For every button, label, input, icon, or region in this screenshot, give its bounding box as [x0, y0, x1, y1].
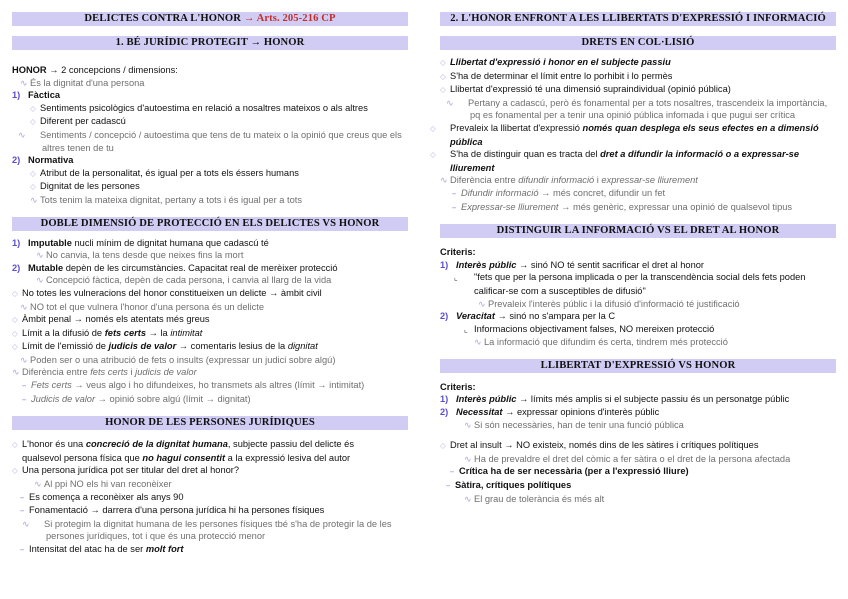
tilde-bullet-icon: ∿	[36, 250, 44, 261]
text-line: ◇ Sentiments psicològics d'autoestima en relació a nosaltres mateixos o als altres	[12, 102, 408, 116]
text-line: ◇ Límit a la difusió de fets certs → la intimitat	[12, 327, 408, 341]
numbered-item: 1) Interès públic → sinó NO té sentit sacrificar el dret al honor	[440, 259, 705, 270]
tilde-bullet-icon: ∿	[474, 337, 482, 348]
text-line: ◇ L'honor és una concreció de la dignitat humana, subjecte passiu del delicte és	[12, 438, 408, 452]
diamond-bullet-icon: ◇	[30, 182, 36, 192]
section-title-doble-dimensio: DOBLE DIMENSIÓ DE PROTECCIÓ EN ELS DELICTES VS HONOR	[12, 217, 408, 231]
text-line: ◇ Llibertat d'expressió i honor en el subjecte passiu	[440, 56, 836, 70]
title-arrow: →	[243, 13, 255, 24]
text-line: ∿ Poden ser o una atribució de fets o insults (expressar un judici sobre algú)	[20, 354, 336, 365]
tilde-bullet-icon: ∿	[446, 97, 454, 108]
corner-arrow-icon: ⌞	[464, 324, 468, 334]
text-line: ∿ Prevaleix l'interès públic i la difusió d'informació té justificació	[478, 298, 740, 309]
dash-bullet-icon: –	[20, 545, 25, 554]
text-line: ∿ No canvia, la tens desde que neixes fins la mort	[36, 250, 244, 261]
numbered-item: 2) Veracitat → sinó no s'ampara per la C	[440, 311, 616, 322]
tilde-bullet-icon: ∿	[20, 301, 28, 312]
title-articles-ref: Arts. 205-216 CP	[256, 13, 336, 24]
diamond-bullet-icon: ◇	[12, 328, 18, 338]
criteria-label: Criteris:	[440, 381, 476, 392]
text-line: ◇ Llibertat d'expressió té una dimensió supraindividual (opinió pública)	[440, 83, 836, 97]
diamond-bullet-icon: ◇	[440, 441, 446, 451]
tilde-bullet-icon: ∿	[20, 354, 28, 365]
text-line: – Sàtira, crítiques polítiques	[440, 479, 836, 493]
tilde-bullet-icon: ∿	[464, 453, 472, 464]
numbered-item: 2) Necessitat → expressar opinions d'interès públic	[440, 407, 660, 418]
diamond-bullet-icon: ◇	[30, 168, 36, 178]
text-line: ◇ Prevaleix la llibertat d'expressió només quan desplega els seus efectes en a dimensió pública	[430, 122, 819, 147]
text-line: ◇ S'ha de distinguir quan es tracta del dret a difundir la informació o a expressar-se lliurement	[430, 149, 800, 173]
text-line: ∿ Diferència entre difundir informació i expressar-se lliurement	[440, 175, 698, 186]
text-line: ◇ S'ha de determinar el límit entre lo porhibit i lo permès	[440, 70, 836, 84]
text-line: ⌞ "fets que per la persona implicada o per la transcendència social dels fets poden calificar-se com a susceptibles de difusió"	[454, 272, 806, 296]
numbered-item: 2) Mutable depèn de les circumstàncies. Capacitat real de merèixer protecció	[12, 262, 338, 273]
left-column	[12, 12, 408, 557]
tilde-bullet-icon: ∿	[22, 518, 30, 529]
text-line: ◇ Àmbit penal → només els atentats més greus	[12, 313, 408, 327]
dash-bullet-icon: –	[450, 467, 455, 477]
text-line: ∿ Tots tenim la mateixa dignitat, pertany a tots i és igual per a tots	[30, 194, 302, 205]
main-title-banner	[12, 12, 408, 26]
text-line: ∿ El grau de tolerància és més alt	[464, 493, 605, 504]
text-line: ∿ Diferència entre fets certs i judicis de valor	[12, 367, 197, 378]
section-title-bien-juridic: 1. BÉ JURÍDIC PROTEGIT → HONOR	[12, 36, 408, 50]
text-line: ⌞ Informacions objectivament falses, NO mereixen protecció	[440, 323, 836, 337]
tilde-bullet-icon: ∿	[12, 367, 20, 378]
diamond-bullet-icon: ◇	[440, 71, 446, 81]
text-line: ∿ La informació que difundim és certa, tindrem més protecció	[474, 337, 728, 348]
text-line: ◇ Dignitat de les persones	[12, 180, 408, 194]
text-line: ∿ Sentiments / concepció / autoestima que tens de tu mateix o la opinió que creus que els altres tenen de tu	[18, 129, 402, 153]
tilde-bullet-icon: ∿	[36, 275, 44, 286]
tilde-bullet-icon: ∿	[34, 479, 42, 490]
text-line: ◇ Dret al insult → NO existeix, només dins de les sàtires i crítiques polítiques	[440, 439, 836, 453]
diamond-bullet-icon: ◇	[12, 440, 18, 450]
dash-bullet-icon: –	[22, 394, 27, 404]
dash-bullet-icon: –	[452, 188, 457, 198]
diamond-bullet-icon: ◇	[12, 466, 18, 476]
dash-bullet-icon: –	[446, 481, 451, 491]
corner-arrow-icon: ⌞	[454, 273, 458, 283]
text-line: – Fonamentació → darrera d'una persona jurídica hi ha persones físiques	[12, 504, 408, 518]
dash-bullet-icon: –	[452, 202, 457, 212]
text-line: ◇ No totes les vulneracions del honor constitueixen un delicte → àmbit civil	[12, 287, 408, 301]
text-line: – Intensitat del atac ha de ser molt fort	[12, 543, 408, 557]
diamond-bullet-icon: ◇	[12, 342, 18, 352]
tilde-bullet-icon: ∿	[464, 493, 472, 504]
main-title: DELICTES CONTRA L'HONOR	[84, 13, 241, 24]
text-line: ∿ NO tot el que vulnera l'honor d'una persona és un delicte	[20, 301, 265, 312]
tilde-bullet-icon: ∿	[478, 298, 486, 309]
diamond-bullet-icon: ◇	[30, 103, 36, 113]
numbered-item: 2) Normativa	[12, 155, 74, 166]
numbered-item: 1) Interès públic → límits més amplis si el subjecte passiu és un personatge públic	[440, 394, 790, 405]
text-line: – Es comença a reconèixer als anys 90	[12, 491, 408, 505]
text-line: – Crítica ha de ser necessària (per a l'expressió lliure)	[440, 465, 836, 479]
text-line: – Expressar-se lliurement → més genèric, expressar una opinió de qualsevol tipus	[440, 201, 836, 215]
diamond-bullet-icon: ◇	[12, 288, 18, 298]
text-line: ∿ Concepció fàctica, depèn de cada persona, i canvia al llarg de la vida	[36, 275, 332, 286]
text-line: ∿ Si són necessàries, han de tenir una funció pública	[464, 419, 684, 430]
text-line: ∿ Si protegim la dignitat humana de les persones físiques tbé s'ha de protegir la de les persones jurídiques, tot i que és una protecció menor	[22, 518, 392, 542]
section-title-persones-juridiques: HONOR DE LES PERSONES JURÍDIQUES	[12, 416, 408, 430]
dash-bullet-icon: –	[20, 492, 25, 502]
text-line: ∿ Ha de prevaldre el dret del còmic a fer sàtira o el dret de la persona afectada	[464, 453, 791, 464]
diamond-bullet-icon: ◇	[30, 117, 36, 127]
criteria-label: Criteris:	[440, 247, 476, 258]
diamond-bullet-icon: ◇	[12, 315, 18, 325]
diamond-bullet-icon: ◇	[430, 150, 436, 160]
text-line: ◇ Una persona jurídica pot ser titular del dret al honor?	[12, 464, 408, 478]
text-line: ◇ Límit de l'emissió de judicis de valor → comentaris lesius de la dignitat	[12, 340, 408, 354]
numbered-item: 1) Imputable nucli mínim de dignitat humana que cadascú té	[12, 237, 269, 248]
diamond-bullet-icon: ◇	[440, 58, 446, 67]
text-line: – Judicis de valor → opinió sobre algú (límit → dignitat)	[12, 393, 408, 407]
text-line: – Fets certs → veus algo i ho difundeixes, ho transmets als altres (límit → intimitat)	[12, 379, 408, 393]
section-title-llibertat-expressio: LLIBERTAT D'EXPRESSIÓ VS HONOR	[440, 359, 836, 373]
right-column	[430, 12, 836, 505]
section-title-distinguir-informacio: DISTINGUIR LA INFORMACIÓ VS EL DRET AL HONOR	[440, 224, 836, 238]
text-line: ◇ Atribut de la personalitat, és igual per a tots els éssers humans	[12, 167, 408, 181]
text-line: – Difundir informació → més concret, difundir un fet	[440, 187, 836, 201]
dash-bullet-icon: –	[20, 506, 25, 516]
diamond-bullet-icon: ◇	[440, 85, 446, 95]
text-line: qualsevol persona física que no hagui consentit a la expressió lesiva del autor	[22, 452, 351, 463]
text-line: HONOR → 2 concepcions / dimensions:	[12, 65, 178, 75]
text-line: ∿ Al ppi NO els hi van reconèixer	[34, 479, 172, 490]
text-line: ∿ Pertany a cadascú, però és fonamental per a tots nosaltres, trascendeix la importància, pq es fonamental per a tenir una opinió pública infomada i que pugui ser crítica	[446, 97, 828, 121]
right-main-title: 2. L'HONOR ENFRONT A LES LLIBERTATS D'EXPRESSIÓ I INFORMACIÓ	[440, 12, 836, 26]
tilde-bullet-icon: ∿	[464, 419, 472, 430]
tilde-bullet-icon: ∿	[20, 77, 28, 88]
text-line: ∿ És la dignitat d'una persona	[20, 77, 145, 88]
diamond-bullet-icon: ◇	[430, 123, 436, 133]
tilde-bullet-icon: ∿	[18, 129, 26, 140]
tilde-bullet-icon: ∿	[30, 194, 38, 205]
dash-bullet-icon: –	[22, 381, 27, 391]
tilde-bullet-icon: ∿	[440, 175, 448, 186]
section-title-drets-en-collisio: DRETS EN COL·LISIÓ	[440, 36, 836, 50]
text-line: ◇ Diferent per cadascú	[12, 115, 408, 129]
numbered-item: 1) Fàctica	[12, 90, 61, 101]
